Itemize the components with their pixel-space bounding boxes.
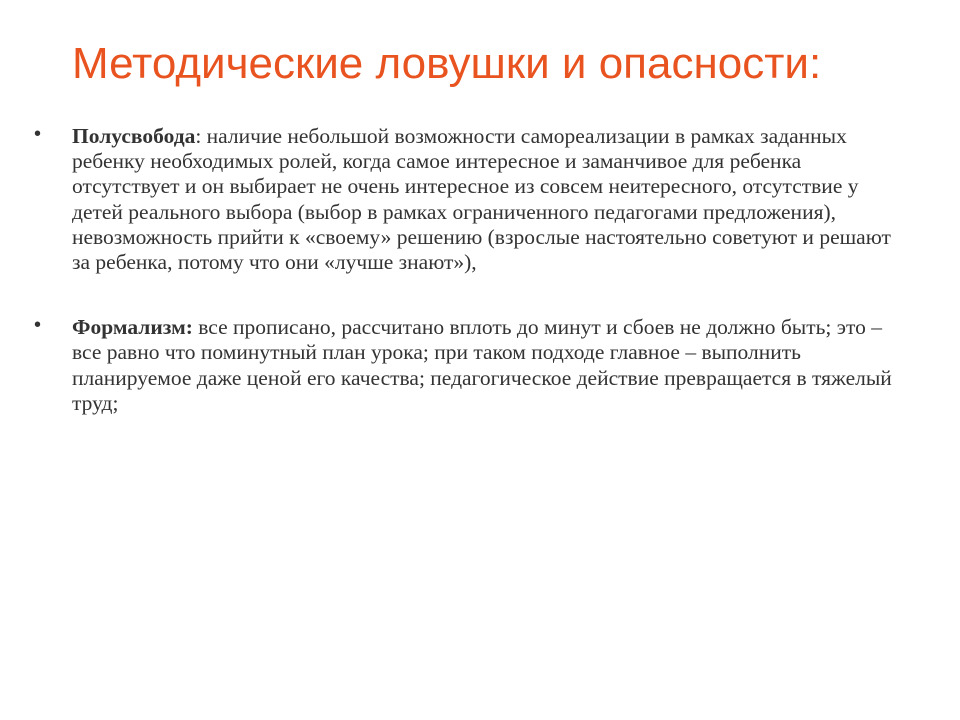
bullet-marker: • xyxy=(34,314,42,337)
bullet-item-polusvoboda xyxy=(34,124,914,275)
bullet-item-formalizm xyxy=(34,315,914,416)
bullet-term: Формализм: xyxy=(72,315,193,340)
bullet-term: Полусвобода xyxy=(72,124,196,148)
bullet-text: : наличие небольшой возможности самореализации в рамках заданных ребенку необходимых ролей, когда самое интересное и заманчивое для ребенка отсутствует и он выбирает не очень интересное из совсем неитересного, отсутствие у детей реального выбора (выбор в рамках ограниченного педагогами предложения), невозможность прийти к «своему» решению (взрослые настоятельно советуют и решают за ребенка, потому что они «лучше знают»), xyxy=(72,124,891,275)
bullet-marker: • xyxy=(34,123,42,145)
bullet-list xyxy=(34,124,914,416)
slide-title: Методические ловушки и опасности: xyxy=(72,39,822,88)
bullet-text: все прописано, рассчитано вплоть до минут и сбоев не должно быть; это – все равно что поминутный план урока; при таком подходе главное – выполнить планируемое даже ценой его качества; педагогическое действие превращается в тяжелый труд; xyxy=(72,315,892,415)
